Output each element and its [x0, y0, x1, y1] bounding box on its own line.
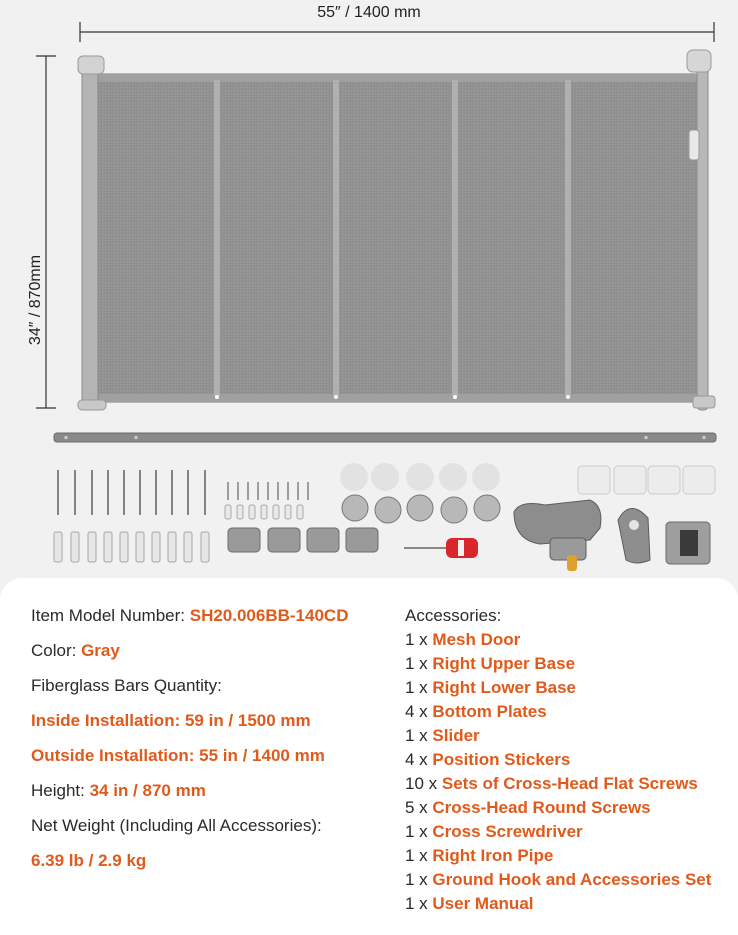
accessory-quantity: 1 x: [405, 894, 433, 913]
mesh-door: [96, 74, 702, 402]
color-label: Color:: [31, 641, 82, 660]
outside-installation-value: 55 in / 1400 mm: [199, 746, 325, 765]
accessory-quantity: 1 x: [405, 846, 433, 865]
bottom-plates: [228, 528, 378, 552]
accessory-item: [405, 676, 735, 700]
width-dimension-line: [80, 22, 714, 42]
accessory-name: Right Upper Base: [432, 654, 576, 673]
accessory-name: Mesh Door: [432, 630, 521, 649]
model-number-label: Item Model Number:: [31, 606, 190, 625]
specifications-card: [0, 578, 738, 935]
net-weight-value: 6.39 lb / 2.9 kg: [31, 851, 147, 870]
inside-installation-row: [31, 709, 391, 744]
accessory-quantity: 1 x: [405, 630, 433, 649]
fiberglass-bars-row: [31, 674, 391, 709]
accessories-title: Accessories:: [405, 606, 502, 625]
accessory-item: [405, 844, 735, 868]
height-label: Height:: [31, 781, 90, 800]
accessory-item: [405, 628, 735, 652]
right-lower-base: [666, 522, 710, 564]
inside-installation-label: Inside Installation:: [31, 711, 185, 730]
accessories-items: [405, 628, 735, 916]
net-weight-label: Net Weight (Including All Accessories):: [31, 816, 322, 835]
net-weight-row: [31, 814, 391, 849]
accessory-item: [405, 868, 735, 892]
accessory-item: [405, 700, 735, 724]
position-stickers: [340, 463, 500, 491]
color-row: [31, 639, 391, 674]
accessory-item: [405, 724, 735, 748]
height-value: 34 in / 870 mm: [89, 781, 206, 800]
color-value: Gray: [81, 641, 120, 660]
accessories-list: [405, 604, 735, 916]
accessory-quantity: 1 x: [405, 726, 433, 745]
outside-installation-row: [31, 744, 391, 779]
accessory-item: [405, 772, 735, 796]
model-number-value: SH20.006BB-140CD: [189, 606, 349, 625]
accessory-name: Cross-Head Round Screws: [432, 798, 651, 817]
iron-pipe: [54, 433, 716, 442]
accessory-quantity: 1 x: [405, 678, 433, 697]
height-dimension-label: 34″ / 870mm: [27, 254, 44, 346]
accessory-quantity: 4 x: [405, 750, 433, 769]
screwdriver: [404, 538, 478, 558]
accessory-quantity: 1 x: [405, 822, 433, 841]
accessory-name: Cross Screwdriver: [432, 822, 583, 841]
accessory-item: [405, 748, 735, 772]
accessory-name: User Manual: [432, 894, 534, 913]
small-anchors: [225, 505, 303, 519]
accessory-quantity: 1 x: [405, 654, 433, 673]
round-screws: [228, 482, 308, 500]
accessory-quantity: 10 x: [405, 774, 442, 793]
outside-installation-label: Outside Installation:: [31, 746, 200, 765]
accessory-name: Sets of Cross-Head Flat Screws: [441, 774, 698, 793]
flat-screws: [58, 470, 205, 515]
ground-hooks: [342, 495, 500, 523]
fiberglass-bars-label: Fiberglass Bars Quantity:: [31, 676, 222, 695]
model-number-row: [31, 604, 391, 639]
width-dimension-label: 55″ / 1400 mm: [317, 4, 421, 21]
net-weight-value-row: [31, 849, 391, 884]
accessory-name: Right Lower Base: [432, 678, 576, 697]
accessory-name: Right Iron Pipe: [432, 846, 554, 865]
slider: [618, 508, 650, 563]
accessory-item: [405, 652, 735, 676]
accessory-name: Bottom Plates: [432, 702, 547, 721]
accessory-name: Ground Hook and Accessories Set: [432, 870, 712, 889]
height-row: [31, 779, 391, 814]
wall-anchors: [54, 532, 209, 562]
mounting-clips: [578, 466, 715, 494]
accessory-name: Slider: [432, 726, 480, 745]
accessory-quantity: 1 x: [405, 870, 433, 889]
accessory-name: Position Stickers: [432, 750, 571, 769]
accessory-item: [405, 820, 735, 844]
accessory-quantity: 5 x: [405, 798, 433, 817]
accessory-item: [405, 892, 735, 916]
height-dimension-line: [36, 56, 56, 408]
accessory-quantity: 4 x: [405, 702, 433, 721]
inside-installation-value: 59 in / 1500 mm: [184, 711, 311, 730]
accessory-item: [405, 796, 735, 820]
specs-list: [31, 604, 391, 884]
right-upper-base: [514, 500, 601, 571]
